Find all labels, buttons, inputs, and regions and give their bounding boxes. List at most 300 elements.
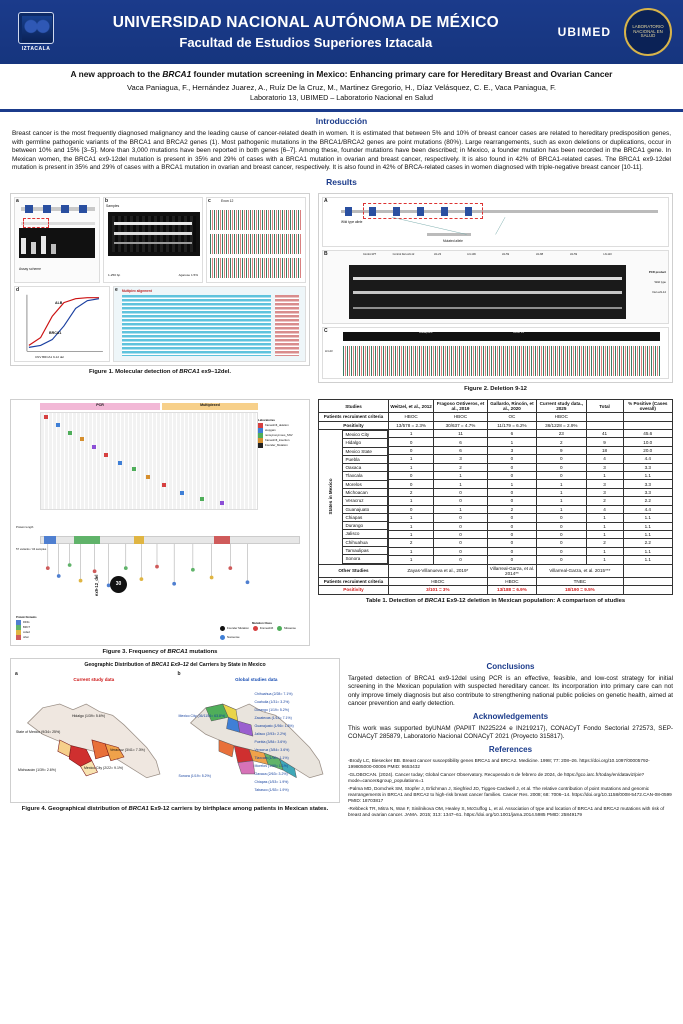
table-1-cell: 41: [586, 430, 623, 438]
table-1-cell: 1: [434, 480, 488, 488]
figure-4-image: [10, 658, 340, 803]
table-1-caption-gene: BRCA1: [424, 597, 445, 604]
table-1-cell: 0: [537, 463, 586, 471]
table-1-state-name: Michoacan: [343, 489, 388, 497]
figure-4-panel-b-legend: Global studies data: [235, 676, 278, 682]
figure-2-image: [318, 193, 673, 383]
poster-header: [0, 0, 683, 64]
figure-3-image: PCR Multiplexed Laboratories frameshift_deletion stopgain nonsynonymous_SNV frameshift_insertion Founder_Mutation Protein length 57 variants / 34 samples 30 ex9-12_del Mutation Class Founder Mutation Frameshift Missense Nonsense Protein Domains RING BRCT coiled other: [10, 399, 310, 646]
table-1-cell: 6: [434, 438, 488, 446]
table-1-cell: 20.0: [623, 446, 672, 454]
table-1-caption-post: Ex9-12 deletion in Mexican population: A comparison of studies: [444, 597, 626, 604]
figure-2-lane-1: Control WT: [362, 252, 377, 256]
table-1-col-weitzel: Weitzel, et al., 2012: [388, 399, 433, 413]
figure-1-caption-gene: BRCA1: [179, 368, 200, 375]
table-1-cell: 0: [434, 488, 488, 496]
table-row: [319, 430, 673, 438]
table-1-cell: 9: [537, 446, 586, 454]
table-1-cell: 1: [537, 488, 586, 496]
table-1-cell: 4: [586, 455, 623, 463]
table-1-state-name: Sonora: [343, 555, 388, 563]
table-1-cell: 1.1: [623, 472, 672, 480]
unam-iztacala-logo: [8, 4, 64, 60]
results-heading: Results: [326, 176, 357, 187]
table-1-cell: 1.1: [623, 514, 672, 522]
table-1-cell: 1: [388, 522, 433, 530]
table-1-cell: 3: [586, 488, 623, 496]
table-1-state-name: Chihuahua: [343, 538, 388, 546]
figure-3-container: [10, 399, 310, 656]
table-1-empty-5: [623, 564, 672, 578]
figure-3-mclass-1: Founder Mutation: [227, 625, 249, 630]
table-1-cell: 2: [434, 463, 488, 471]
table-1-positivity-row: [319, 421, 673, 429]
table-1-other-studies-label: Other Studies: [319, 564, 389, 578]
bottom-section: [0, 656, 683, 823]
authors-line: Vaca Paniagua, F., Hernández Juarez, A., Ruíz De la Cruz, M., Martinez Gregorio, H., Díaz Velásquez, C. E., Vaca Paniagua, F.: [127, 82, 556, 92]
figure-1-axis-label: CNV BRCA1 9-12 del: [35, 354, 64, 359]
table-1-cell: 2.2: [623, 539, 672, 547]
figure-2-panel-c: [322, 327, 669, 379]
figure-2-ln23-label: LN-23: [325, 348, 333, 353]
table-1-caption-pre: Table 1. Detection of: [365, 597, 425, 604]
table-1-recruitment-2: HBOC: [434, 413, 488, 421]
table-1-col-gallardo: Gallardo, Rincón, et al., 2020: [487, 399, 536, 413]
table-1-cell: 0: [537, 472, 586, 480]
paper-title-gene: BRCA1: [162, 69, 192, 79]
figure-2-lane-4: LN-109: [467, 252, 476, 256]
table-1-positivity-3: 11/179 = 6.2%: [487, 421, 536, 429]
figure-3-lab-1: frameshift_deletion: [265, 422, 289, 427]
table-1-cell: 1: [388, 547, 433, 555]
table-1-cell: 1: [537, 480, 586, 488]
table-1-cell: 2: [388, 539, 433, 547]
unam-shield-icon: [18, 12, 54, 44]
figure-1-agarose-label: Agarose 1.5%: [178, 272, 198, 277]
figure-3-caption: [10, 649, 310, 656]
table-1-cell: 2: [586, 497, 623, 505]
table-1-cell: 0: [537, 539, 586, 547]
table-1-empty-1: [586, 413, 623, 421]
figure-2-intron12-label: Intron 12: [513, 329, 525, 334]
table-1-state-name: Tlaxcala: [343, 472, 388, 480]
figure-4-caption-gene: BRCA1: [128, 805, 149, 812]
table-1-positivity2-3: 18/190 = 9.5%: [537, 586, 623, 594]
table-1-cell: 10.0: [623, 438, 672, 446]
figure-2-panel-b-label: B: [324, 250, 328, 257]
table-1-cell: 0: [434, 556, 488, 564]
iztacala-logo-label: IZTACALA: [21, 45, 51, 52]
table-1-recruitment2-2: HBOC: [487, 578, 536, 586]
table-1-cell: 1: [537, 497, 586, 505]
table-1-cell: 0: [434, 522, 488, 530]
table-1-container: [318, 399, 673, 605]
table-1-other-study-3: Villarreal-Garza, et al. 2015***: [537, 564, 623, 578]
figure-3-lab-5: Founder_Mutation: [265, 442, 288, 447]
table-1-state-name: Guanajuato: [343, 505, 388, 513]
table-1-cell: 0: [388, 505, 433, 513]
figure-1-gene-brca1: BRCA1: [49, 330, 62, 335]
figure-1-image: [10, 193, 310, 366]
figure-3-lab-4: frameshift_insertion: [265, 437, 290, 442]
figure-3-pcr-label: PCR: [40, 403, 160, 410]
figure-2-lane-7: LN-59: [569, 252, 578, 256]
figure-1-panel-e: [113, 286, 306, 362]
figure-3-mclass-4: Nonsense: [227, 635, 240, 640]
figure-3-founder-count: 30: [110, 576, 127, 593]
figure-1-panel-b-note: Samples: [106, 203, 120, 208]
table-1-cell: 0: [537, 556, 586, 564]
table-1-cell: 1.1: [623, 556, 672, 564]
figure-4-b-note-mexico-city: Mexico City (36/1154= 63.8%): [178, 713, 226, 718]
figure-4-b-note-jalisco: Jalisco (2/93= 2.2%): [254, 731, 287, 736]
table-1-cell: 0: [537, 547, 586, 555]
table-1-state-name: Puebla: [343, 455, 388, 463]
figure-3-caption-gene: BRCA1: [167, 648, 188, 655]
table-1-cell: 0: [487, 514, 536, 522]
table-1-cell: 9: [586, 438, 623, 446]
table-1-recruitment-4: HBOC: [537, 413, 586, 421]
affiliation-line: Laboratorio 13, UBIMED – Laboratorio Nacional en Salud: [250, 93, 433, 103]
table-1-cell: 6: [487, 430, 536, 438]
figure-1-panel-a-label: a: [16, 197, 19, 204]
reference-item: -Palma MD, Domchek SM, Stopfer J, Erlichman J, Siegfried JD, Tigges-Cardwell J, et al. The relative contribution of point mutations and genomic rearrangements in BRCA1 and BRCA2 to high-risk breast cancer families. Cancer Res. 2008; 68: 7006–14. https://doi.org/10.1158/0008-5472.CAN-08-0599 PMID: 18703817: [348, 785, 672, 803]
table-1-empty-3: [586, 421, 623, 429]
figure-4-a-note-veracruz: Veracruz (3/41= 7.3%): [110, 747, 145, 752]
table-1-cell: 2: [586, 539, 623, 547]
table-1-positivity-4: 36/1228 = 2.9%: [537, 421, 586, 429]
ubimed-logo-label: UBIMED: [557, 24, 611, 39]
figure-4-b-note-guanajuato: Guanajuato (1/56= 1.8%): [254, 723, 294, 728]
figure-4-b-note-coahuila: Coahuila (1/31= 3.2%): [254, 699, 290, 704]
table-1-state-name: Durango: [343, 522, 388, 530]
table-1-col-fragoso: Fragoso Ontiveros, et al., 2019: [434, 399, 488, 413]
intro-text: Breast cancer is the most frequently diagnosed malignancy and the leading cause of cancer-related death in women. It is estimated that between 5% and 10% of breast cancer cases are related to hereditary predisposition genes, with germline pathogenic variants of the BRCA1 and BRCA2 genes (1). Most pathogenic mutations in the BRCA1/BRCA2 genes are point mutations (80%). Large rearrangements, such as exon deletions or duplications, occur in between 10% and 15% [3–5]. More than 3,000 mutations have been reported in both genes [6–7]. Among these, founder mutations have been described; in Mexico, a founder mutation has been recorded in the BRCA1 gene. In Mexican women, the BRCA1 ex9-12del mutation is present in 35% and 29% of cases with a BRCA1 mutation in ovarian and breast cancer, respectively. It is also found in 42% of BRCA1-related cases. The BRCA1 ex9-12del mutation is present in 35% and 29% of cases with a BRCA1 mutation in ovarian and breast cancer, respectively. It is also found in 42% of BRCA-related cases in women diagnosed with triple-negative breast cancer [10-11].: [12, 130, 671, 172]
table-1-cell: 4.4: [623, 455, 672, 463]
header-titles: [64, 13, 548, 51]
figure-3-caption-post: mutations: [187, 648, 218, 655]
table-1-cell: 3.3: [623, 463, 672, 471]
figure-2-panel-c-label: C: [324, 327, 328, 334]
figure-1-ladder-label: 1-250 bp: [108, 272, 121, 277]
table-1-recruitment-label: Patients recruiment criteria: [319, 413, 389, 421]
table-1-cell: 1: [434, 505, 488, 513]
figure-1-panel-b-label: b: [105, 197, 109, 204]
figure-1-panel-c-label: c: [208, 197, 211, 204]
table-1-cell: 3: [586, 480, 623, 488]
table-1-cell: 45.6: [623, 430, 672, 438]
table-1-positivity-2: 30/637 = 4.7%: [434, 421, 488, 429]
table-1-cell: 1.1: [623, 530, 672, 538]
table-1-cell: 1: [586, 522, 623, 530]
figure-4-b-note-sonora: Sonora (1/19= 5.2%): [178, 773, 211, 778]
references-list: [348, 758, 673, 817]
table-1-cell: 2: [388, 488, 433, 496]
table-1-states-label: States in Mexico: [328, 478, 334, 515]
table-1-col-pct: % Positive (Cases overall): [623, 399, 672, 413]
reference-item: -Brody LC, Biesecker BB. Breast cancer susceptibility genes BRCA1 and BRCA2. Medicine. 1998; 77: 208–26. https://doi.org/10.1097/00005792-199805000-00006 PMID: 9653432: [348, 758, 650, 770]
table-1-col-studies: Studies: [319, 399, 389, 413]
table-1-empty-4: [623, 421, 672, 429]
lab-logo-label: LABORATORIO NACIONAL EN SALUD: [624, 8, 672, 56]
table-1-positivity2-row: [319, 586, 673, 594]
table-1-cell: 0: [487, 455, 536, 463]
figure-1-panel-b: [103, 197, 203, 283]
figure-3-founder-annotation: ex9-12_del: [94, 574, 99, 596]
table-1-empty-7: [623, 586, 672, 594]
table-1-col-total: Total: [586, 399, 623, 413]
table-1-state-name: Mexico State: [343, 447, 388, 455]
figure-4-maps: [14, 671, 336, 799]
figure-1-panel-e-label: e: [115, 286, 118, 293]
table-1-cell: 1: [388, 530, 433, 538]
figure-4-title: [14, 662, 336, 669]
table-1-cell: 0: [537, 530, 586, 538]
figure-1-panel-c: [206, 197, 306, 283]
table-1-positivity2-label: Positivity: [319, 586, 389, 594]
figure-2-lane-3: LN-23: [433, 252, 442, 256]
table-1-cell: 0: [487, 472, 536, 480]
table-1-recruitment-3: OC: [487, 413, 536, 421]
figure-4-b-note-zacatecas: Zacatecas (1/14= 7.1%): [254, 715, 292, 720]
table-1-cell: 0: [487, 556, 536, 564]
references-heading: References: [488, 745, 533, 755]
table-1-cell: 0: [434, 497, 488, 505]
table-1-cell: 0: [434, 530, 488, 538]
figure-2-wildtype-label: Wild type allele: [341, 219, 363, 224]
table-1-state-name: Oaxaca: [343, 464, 388, 472]
table-1-cell: 1: [388, 455, 433, 463]
figure-1-panel-d: [14, 286, 110, 362]
table-1-cell: 4.4: [623, 505, 672, 513]
figure-3-mclass-2: Frameshift: [259, 625, 274, 630]
table-1-header-row: [319, 399, 673, 413]
table-1-positivity-1: 13/578 = 2.3%: [388, 421, 433, 429]
table-1-cell: 0: [537, 514, 586, 522]
figure-2-del-label: Del ex9-12: [652, 289, 666, 294]
table-1-state-name: Mexico City: [343, 431, 388, 439]
table-1-cell: 0: [388, 472, 433, 480]
table-1-cell: 1: [388, 556, 433, 564]
table-1-recruitment2-row: [319, 578, 673, 586]
table-1-cell: 1: [586, 556, 623, 564]
figure-4-panel-a: [14, 671, 174, 799]
table-1-other-studies-row: [319, 564, 673, 578]
figure-1-caption-pre: Figure 1. Molecular detection of: [88, 368, 180, 375]
table-1-cell: 11: [434, 430, 488, 438]
intro-heading: Introducción: [315, 116, 368, 127]
table-1-cell: 1: [388, 514, 433, 522]
figure-4-a-note-michoacan: Michoacán (1/39= 2.6%): [18, 767, 57, 772]
figure-4-panel-b: [177, 671, 337, 799]
conclusions-text: Targeted detection of BRCA1 ex9-12del using PCR is an effective, feasible, and low-cost strategy for initial screening in the Mexican population with suspected hereditary cancer. Its incorporation into primary care can not only improve timely diagnosis but also contribute to strengthening national public policies on genetic health, aimed at cancer prevention and early detection.: [348, 675, 673, 707]
table-1-state-name: Jalisco: [343, 530, 388, 538]
figure-4-a-note-state-of-mexico: State of Mexico (9/34= 25%): [16, 729, 61, 734]
figure-4-b-note-veracruz: Veracruz (3/84= 3.6%): [254, 747, 290, 752]
figure-4-b-note-tabasco: Tabasco (1/53= 1.9%): [254, 787, 289, 792]
laboratorio-nacional-logo: [621, 5, 675, 59]
figure-4-a-note-mexico-city: Mexico City (2/22= 9.1%): [84, 765, 124, 770]
table-1-cell: 0: [537, 455, 586, 463]
table-1-cell: 4: [586, 505, 623, 513]
figure-3-multiplexed-label: Multiplexed: [162, 403, 258, 410]
acknowledgements-text: This work was supported byUNAM (PAPIIT IN225224 e IN219217), CONACyT Fondo Sectorial 272573, SEP-CONACyT 285879, Laboratorio Nacional CONACyT 2021 (Proyecto 315817).: [348, 724, 673, 741]
figure-3-lab-2: stopgain: [265, 427, 276, 432]
table-1-cell: 23: [537, 430, 586, 438]
figure-2-lane-2: Control Del ex9-12: [392, 252, 415, 256]
table-1-cell: 3.3: [623, 480, 672, 488]
figure-2-mutated-label: Mutated allele: [443, 238, 463, 243]
table-1-empty-2: [623, 413, 672, 421]
figure-4-caption-pre: Figure 4. Geographical distribution of: [21, 805, 129, 812]
figure-1-panel-d-label: d: [16, 286, 20, 293]
figure-4-b-note-morelos: Morelos (1/90= 1.1%): [254, 763, 289, 768]
reference-item: -GLOBOCAN. (2024). Cancer today; Global Cancer Observatory. Recuperado 6 de febrero de 2024, de https://gco.iarc.fr/today/en/dataviz/pie?mode=cancer&group_populations=1: [348, 772, 645, 784]
figure-2-panel-b: [322, 250, 669, 324]
table-1-cell: 1: [586, 514, 623, 522]
figure-1-container: [10, 193, 310, 376]
figure-3-sample-note: 57 variants / 34 samples: [16, 546, 47, 551]
table-1-other-study-2: Villarreal-Garza, et al. 2014**: [487, 564, 536, 578]
figure-2-container: [318, 193, 673, 393]
figure-4-b-note-chihuahua: Chihuahua (2/28= 7.1%): [254, 691, 293, 696]
table-1-positivity-label: Positivity: [319, 421, 389, 429]
table-1-state-name: Chiapas: [343, 513, 388, 521]
table-1-cell: 0: [487, 463, 536, 471]
figure-4-b-note-puebla: Puebla (3/84= 3.6%): [254, 739, 287, 744]
figure-4-b-note-oaxaca: Oaxaca (2/63= 3.2%): [254, 771, 288, 776]
figure-1-panel-e-note: Multiplex alignment: [122, 288, 152, 293]
table-1-recruitment2-1: HBOC: [388, 578, 487, 586]
table-1-empty-6: [623, 578, 672, 586]
figure-4-b-note-durango: Durango (1/19= 5.2%): [254, 707, 290, 712]
table-1-cell: 2.2: [623, 497, 672, 505]
table-1-cell: 6: [434, 446, 488, 454]
figure-1-panel-a-note: Assay scheme: [19, 267, 42, 272]
figure-2-panel-a-label: A: [324, 197, 328, 204]
figure-4-a-note-hidalgo: Hidalgo (1/39= 5.6%): [72, 713, 105, 718]
figure-4-title-gene: BRCA1 Ex9–12: [151, 662, 189, 669]
figure-4-container: [10, 658, 340, 819]
table-1-cell: 2: [537, 438, 586, 446]
table-1-cell: 0: [487, 530, 536, 538]
table-1-recruitment2-3: TNBC: [537, 578, 623, 586]
table-1-cell: 3: [434, 455, 488, 463]
table-1-positivity2-2: 13/188 = 6.9%: [487, 586, 536, 594]
table-1-cell: 0: [388, 480, 433, 488]
table-1-cell: 0: [487, 539, 536, 547]
figure-2-panel-a: [322, 197, 669, 247]
results-row-1: [10, 193, 673, 393]
figure-2-pcr-product-label: PCR product: [648, 269, 666, 274]
figure-3-mclass-3: Missense: [284, 625, 296, 630]
table-1-cell: 2: [487, 505, 536, 513]
table-1-cell: 0: [434, 539, 488, 547]
figure-4-b-note-tlaxcala: Tlaxcala (1/90= 1.1%): [254, 755, 289, 760]
figure-4-title-post: del Carriers by State in Mexico: [188, 662, 266, 669]
table-1-cell: 18: [586, 446, 623, 454]
figure-4-b-note-chiapas: Chiapas (1/53= 1.9%): [254, 779, 289, 784]
table-1-cell: 0: [537, 522, 586, 530]
table-1-cell: 3: [586, 463, 623, 471]
table-1-cell: 0: [434, 547, 488, 555]
paper-title: [18, 69, 665, 80]
figure-3-mutation-class-title: Mutation Class: [252, 620, 272, 625]
table-1-cell: 0: [434, 514, 488, 522]
figure-2-breakpoint-label: Breakpoint: [419, 329, 433, 334]
figure-4-caption-post: Ex9-12 carriers by birthplace among patients in Mexican states.: [148, 805, 329, 812]
figure-1-panel-a: [14, 197, 100, 283]
table-1-cell: 3: [487, 446, 536, 454]
table-1-cell: 1: [487, 480, 536, 488]
figure-3-caption-pre: Figure 3. Frequency of: [102, 648, 168, 655]
figure-3-laboratories-title: Laboratories: [258, 417, 275, 422]
table-1-cell: 1: [537, 505, 586, 513]
figure-4-panel-a-label: a: [15, 670, 18, 677]
figure-1-panel-c-note: Exon 12: [221, 198, 234, 203]
results-row-2: [10, 399, 673, 656]
table-1-other-study-1: Zayas-Villanueva et al., 2019*: [388, 564, 487, 578]
table-1-cell: 0: [388, 446, 433, 454]
figure-3-protein-domains-title: Protein Domains: [16, 616, 37, 620]
table-1-cell: 1: [487, 438, 536, 446]
figure-1-caption-post: ex9–12del.: [199, 368, 232, 375]
table-1-cell: 0: [487, 522, 536, 530]
table-1-cell: 0: [388, 438, 433, 446]
table-1-cell: 1.1: [623, 522, 672, 530]
figure-2-lane-5: LN-59: [501, 252, 510, 256]
table-1-recruitment2-label: Patients recruiment criteria: [319, 578, 389, 586]
table-1-state-name: Veracruz: [343, 497, 388, 505]
table-1-recruitment-row: [319, 413, 673, 421]
figure-2-lane-8: LN-110: [603, 252, 612, 256]
figure-4-caption: [10, 806, 340, 813]
table-1: [318, 399, 673, 595]
figure-3-protein-length-label: Protein length: [16, 524, 34, 529]
table-1-cell: 0: [487, 497, 536, 505]
paper-title-post: founder mutation screening in Mexico: Enhancing primary care for Hereditary Breast and Ovarian Cancer: [191, 69, 613, 79]
table-1-cell: 1: [586, 547, 623, 555]
conclusions-heading: Conclusions: [486, 662, 535, 672]
figure-3-lab-3: nonsynonymous_SNV: [265, 432, 293, 437]
table-1-cell: 1: [388, 497, 433, 505]
table-1-caption: [318, 598, 673, 605]
reference-item: -Rebbeck TR, Mitra N, Wan F, Sinilnikova OM, Healey S, McGuffog L, et al. Association of type and location of BRCA1 and BRCA2 mutations with risk of breast and ovarian cancer. JAMA. 2015; 313: 1347–61. https://doi.org/10.1001/jama.2014.5985 PMID: 25849179: [348, 805, 665, 817]
text-column: [348, 658, 673, 819]
table-1-col-current: Current study data., 2025: [537, 399, 586, 413]
table-1-cell: 1: [586, 472, 623, 480]
faculty-name: Facultad de Estudios Superiores Iztacala: [179, 34, 433, 50]
table-1-cell: 1: [388, 430, 433, 438]
paper-title-pre: A new approach to the: [70, 69, 163, 79]
figure-1-gene-alb: ALB: [55, 300, 63, 305]
acknowledgements-heading: Acknowledgements: [472, 711, 549, 721]
table-1-cell: 3.3: [623, 488, 672, 496]
figure-2-wt-label: Wild type: [654, 279, 666, 284]
table-1-cell: 1: [434, 472, 488, 480]
table-1-cell: 1: [586, 530, 623, 538]
table-1-state-name: Hidalgo: [343, 439, 388, 447]
figure-1-caption: [10, 369, 310, 376]
table-1-recruitment-1: HBOC: [388, 413, 433, 421]
university-name: UNIVERSIDAD NACIONAL AUTÓNOMA DE MÉXICO: [112, 14, 499, 32]
table-1-state-name: Tamaulipas: [343, 546, 388, 554]
figure-4-panel-b-label: b: [177, 670, 181, 677]
table-1-cell: 1: [388, 463, 433, 471]
table-1-cell: 1.1: [623, 547, 672, 555]
figure-2-caption: Figure 2. Deletion 9-12: [464, 385, 527, 392]
table-1-cell: 0: [487, 488, 536, 496]
